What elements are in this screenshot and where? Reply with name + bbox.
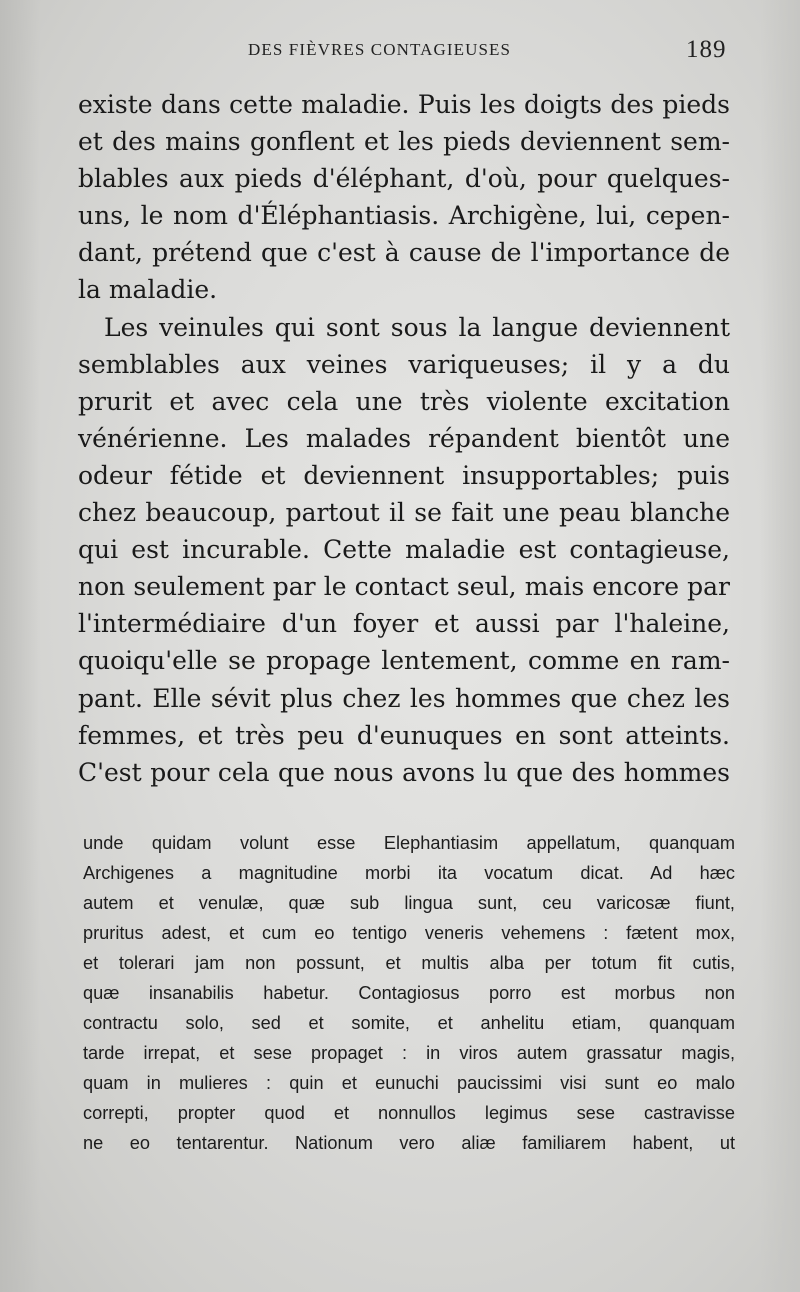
footnote-line: ne eo tentarentur. Nationum vero aliæ familiarem habent, ut <box>83 1133 735 1153</box>
text-line: quoiqu'elle se propage lentement, comme en ram- <box>78 646 730 676</box>
text-line: odeur fétide et deviennent insupportables; puis <box>78 460 730 490</box>
text-line: semblables aux veines variqueuses; il y a du <box>78 349 730 379</box>
main-text <box>78 86 730 791</box>
text-line: vénérienne. Les malades répandent bientôt une <box>78 423 730 453</box>
text-line: C'est pour cela que nous avons lu que des hommes <box>78 757 730 787</box>
text-line: l'intermédiaire d'un foyer et aussi par l'haleine, <box>78 609 730 639</box>
text-line: femmes, et très peu d'eunuques en sont atteints. <box>78 720 730 750</box>
footnote-line: contractu solo, sed et somite, et anhelitu etiam, quanquam <box>83 1013 735 1033</box>
latin-footnote <box>83 828 735 1158</box>
text-line: existe dans cette maladie. Puis les doigts des pieds <box>78 90 730 119</box>
footnote-line: et tolerari jam non possunt, et multis alba per totum fit cutis, <box>83 953 735 973</box>
text-line: chez beaucoup, partout il se fait une peau blanche <box>78 498 730 528</box>
text-line: blables aux pieds d'éléphant, d'où, pour quelques- <box>78 164 730 194</box>
page-shadow-left <box>0 0 40 1292</box>
text-line: la maladie. <box>78 275 218 305</box>
text-line: uns, le nom d'Éléphantiasis. Archigène, lui, cepen- <box>78 201 730 231</box>
running-title: DES FIÈVRES CONTAGIEUSES <box>248 40 512 59</box>
text-line: dant, prétend que c'est à cause de l'importance de <box>78 238 730 268</box>
footnote-line: Archigenes a magnitudine morbi ita vocatum dicat. Ad hæc <box>83 863 735 883</box>
running-head <box>0 38 800 68</box>
footnote-line: tarde irrepat, et sese propaget : in viros autem grassatur magis, <box>83 1043 735 1063</box>
footnote-line: quæ insanabilis habetur. Contagiosus porro est morbus non <box>83 983 735 1003</box>
footnote-line: correpti, propter quod et nonnullos legimus sese castravisse <box>83 1103 735 1123</box>
page-number: 189 <box>686 36 727 63</box>
text-line: Les veinules qui sont sous la langue deviennent <box>104 312 730 342</box>
text-line: et des mains gonflent et les pieds deviennent sem- <box>78 127 730 157</box>
footnote-line: quam in mulieres : quin et eunuchi paucissimi visi sunt eo malo <box>83 1073 735 1093</box>
footnote-line: unde quidam volunt esse Elephantiasim appellatum, quanquam <box>83 833 735 853</box>
footnote-line: autem et venulæ, quæ sub lingua sunt, ceu varicosæ fiunt, <box>83 893 735 913</box>
footnote-line: pruritus adest, et cum eo tentigo veneris vehemens : fætent mox, <box>83 923 735 943</box>
text-line: pant. Elle sévit plus chez les hommes que chez les <box>78 683 730 713</box>
page-shadow-right <box>760 0 800 1292</box>
text-line: non seulement par le contact seul, mais encore par <box>78 572 730 602</box>
text-line: prurit et avec cela une très violente excitation <box>78 386 730 416</box>
text-line: qui est incurable. Cette maladie est contagieuse, <box>78 535 730 565</box>
